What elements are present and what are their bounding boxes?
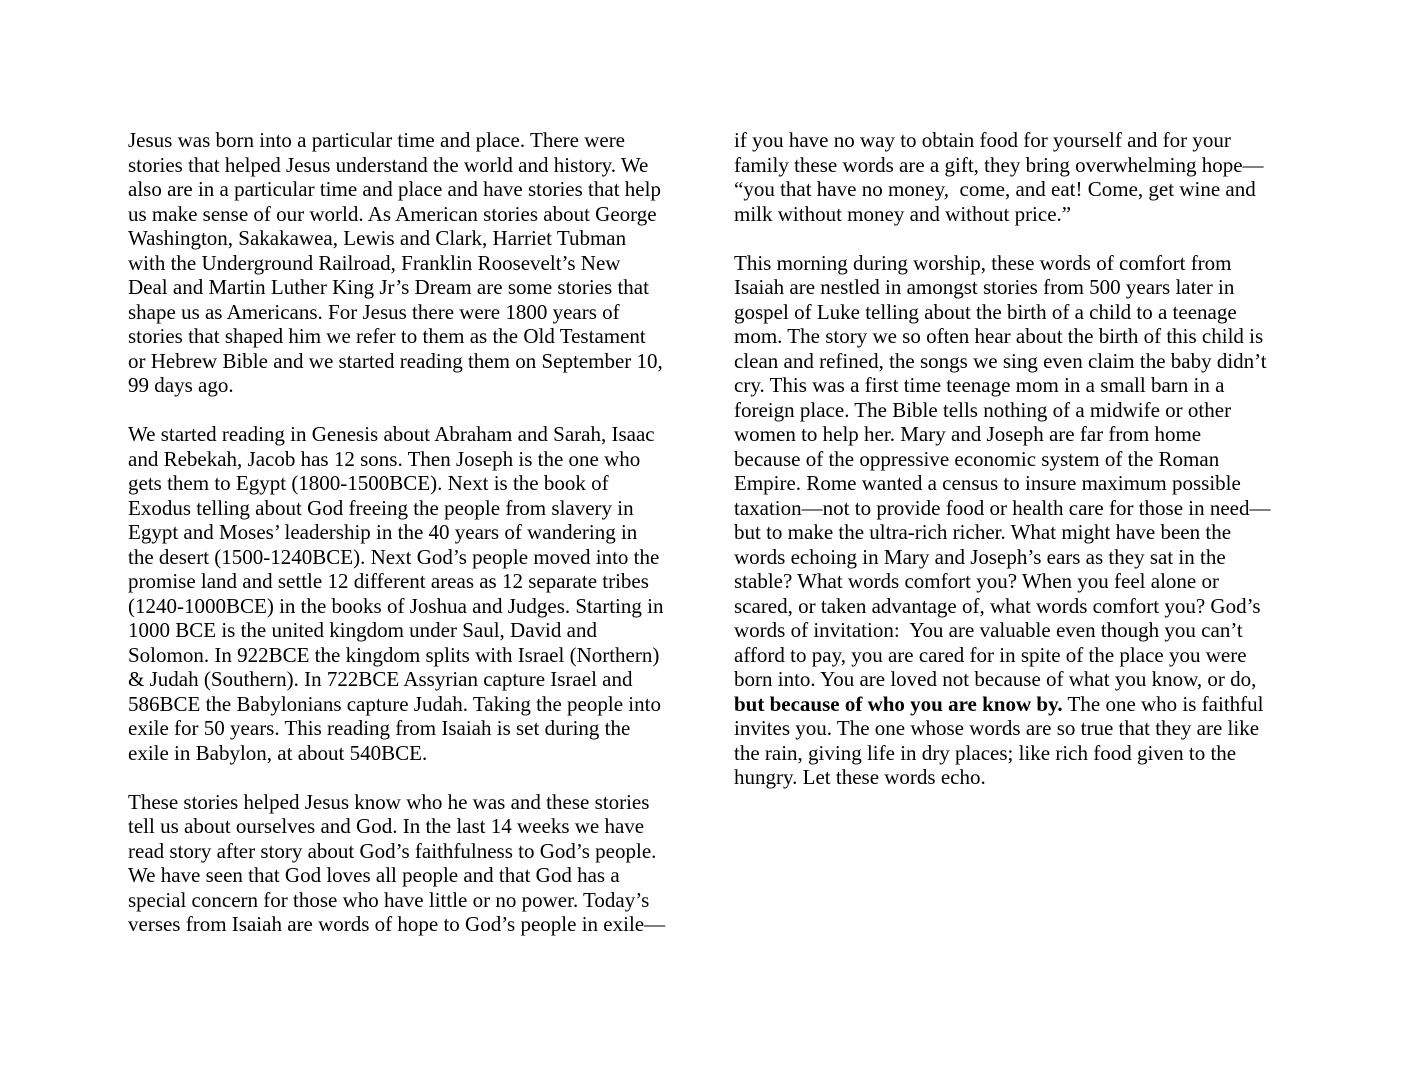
text-line: 99 days ago.: [128, 373, 234, 397]
text-line: born into. You are loved not because of what you know, or do,: [734, 667, 1257, 691]
text-line: but to make the ultra-rich richer. What might have been the: [734, 520, 1232, 544]
text-line: afford to pay, you are cared for in spite of the place you were: [734, 642, 1247, 667]
text-line: mom. The story we so often hear about the birth of this child is: [734, 324, 1264, 348]
text-line: Isaiah are nestled in amongst stories from 500 years later in: [734, 275, 1235, 299]
paragraph: [734, 251, 1294, 790]
text-line: “you that have no money, come, and eat! Come, get wine and: [734, 177, 1256, 201]
text-line: read story after story about God’s faithfulness to God’s people.: [128, 838, 657, 863]
text-line: because of the oppressive economic system of the Roman: [734, 446, 1220, 471]
text-line: the desert (1500-1240BCE). Next God’s people moved into the: [128, 544, 660, 569]
paragraph-gap: [128, 765, 688, 790]
text-line: or Hebrew Bible and we started reading them on September 10,: [128, 348, 663, 373]
text-line: gets them to Egypt (1800-1500BCE). Next is the book of: [128, 471, 609, 495]
bold-phrase: but because of who you are know by.: [734, 691, 1063, 716]
text-line: the rain, giving life in dry places; like rich food given to the: [734, 740, 1237, 765]
text-line: promise land and settle 12 different areas as 12 separate tribes: [128, 569, 649, 593]
text-line: stable? What words comfort you? When you feel alone or: [734, 569, 1219, 593]
text-line: special concern for those who have little or no power. Today’s: [128, 887, 650, 912]
text-line: 1000 BCE is the united kingdom under Saul, David and: [128, 618, 597, 642]
text-line: We have seen that God loves all people and that God has a: [128, 863, 620, 887]
paragraph: [128, 422, 688, 765]
paragraph: [734, 128, 1294, 226]
text-line: 586BCE the Babylonians capture Judah. Taking the people into: [128, 691, 661, 716]
text-line: milk without money and without price.”: [734, 201, 1072, 226]
text-line: with the Underground Railroad, Franklin Roosevelt’s New: [128, 250, 621, 275]
text-line: (1240-1000BCE) in the books of Joshua and Judges. Starting in: [128, 593, 664, 618]
paragraph-gap: [734, 226, 1294, 251]
text-line: Egypt and Moses’ leadership in the 40 years of wandering in: [128, 520, 638, 544]
text-line: also are in a particular time and place and have stories that help: [128, 177, 661, 201]
text-line: These stories helped Jesus know who he was and these stories: [128, 789, 650, 814]
text-line: stories that helped Jesus understand the world and history. We: [128, 152, 649, 177]
text-line: family these words are a gift, they bring overwhelming hope—: [734, 152, 1264, 177]
paragraph: [128, 790, 688, 937]
text-line: if you have no way to obtain food for yourself and for your: [734, 128, 1231, 152]
text-line: verses from Isaiah are words of hope to God’s people in exile—: [128, 912, 666, 936]
text-line: taxation—not to provide food or health care for those in need—: [734, 495, 1271, 520]
paragraph-gap: [128, 398, 688, 423]
text-line: Jesus was born into a particular time and place. There were: [128, 128, 626, 152]
text-line: hungry. Let these words echo.: [734, 765, 986, 789]
paragraph: [128, 128, 688, 398]
text-line: & Judah (Southern). In 722BCE Assyrian capture Israel and: [128, 667, 633, 691]
text-line: exile for 50 years. This reading from Isaiah is set during the: [128, 716, 631, 740]
text-line: gospel of Luke telling about the birth of a child to a teenage: [734, 299, 1237, 324]
text-line: We started reading in Genesis about Abraham and Sarah, Isaac: [128, 422, 655, 446]
text-line: exile in Babylon, at about 540BCE.: [128, 740, 428, 765]
text-line: us make sense of our world. As American stories about George: [128, 201, 657, 226]
text-line: Exodus telling about God freeing the people from slavery in: [128, 495, 634, 520]
text-line: Solomon. In 922BCE the kingdom splits with Israel (Northern): [128, 642, 660, 667]
text-line: scared, or taken advantage of, what words comfort you? God’s: [734, 593, 1261, 618]
text-line: Deal and Martin Luther King Jr’s Dream are some stories that: [128, 275, 649, 299]
text-line: stories that shaped him we refer to them as the Old Testament: [128, 324, 646, 348]
text-line: clean and refined, the songs we sing even claim the baby didn’t: [734, 348, 1267, 373]
text-line: tell us about ourselves and God. In the last 14 weeks we have: [128, 814, 645, 838]
text-line: invites you. The one whose words are so true that they are like: [734, 716, 1260, 740]
text-run: The one who is faithful: [1062, 691, 1264, 716]
text-line: Empire. Rome wanted a census to insure maximum possible: [734, 471, 1241, 495]
text-line: cry. This was a first time teenage mom in a small barn in a: [734, 373, 1225, 397]
text-line: words of invitation: You are valuable even though you can’t: [734, 618, 1243, 642]
text-line: words echoing in Mary and Joseph’s ears as they sat in the: [734, 544, 1226, 569]
text-line: and Rebekah, Jacob has 12 sons. Then Joseph is the one who: [128, 446, 641, 471]
left-column: [128, 128, 688, 937]
text-line: This morning during worship, these words of comfort from: [734, 250, 1232, 275]
text-line: women to help her. Mary and Joseph are far from home: [734, 422, 1202, 446]
text-line: foreign place. The Bible tells nothing of a midwife or other: [734, 397, 1232, 422]
right-column: [734, 128, 1294, 790]
text-line: shape us as Americans. For Jesus there were 1800 years of: [128, 299, 620, 324]
text-line: Washington, Sakakawea, Lewis and Clark, Harriet Tubman: [128, 226, 627, 250]
text-line-mixed: [734, 692, 1294, 717]
